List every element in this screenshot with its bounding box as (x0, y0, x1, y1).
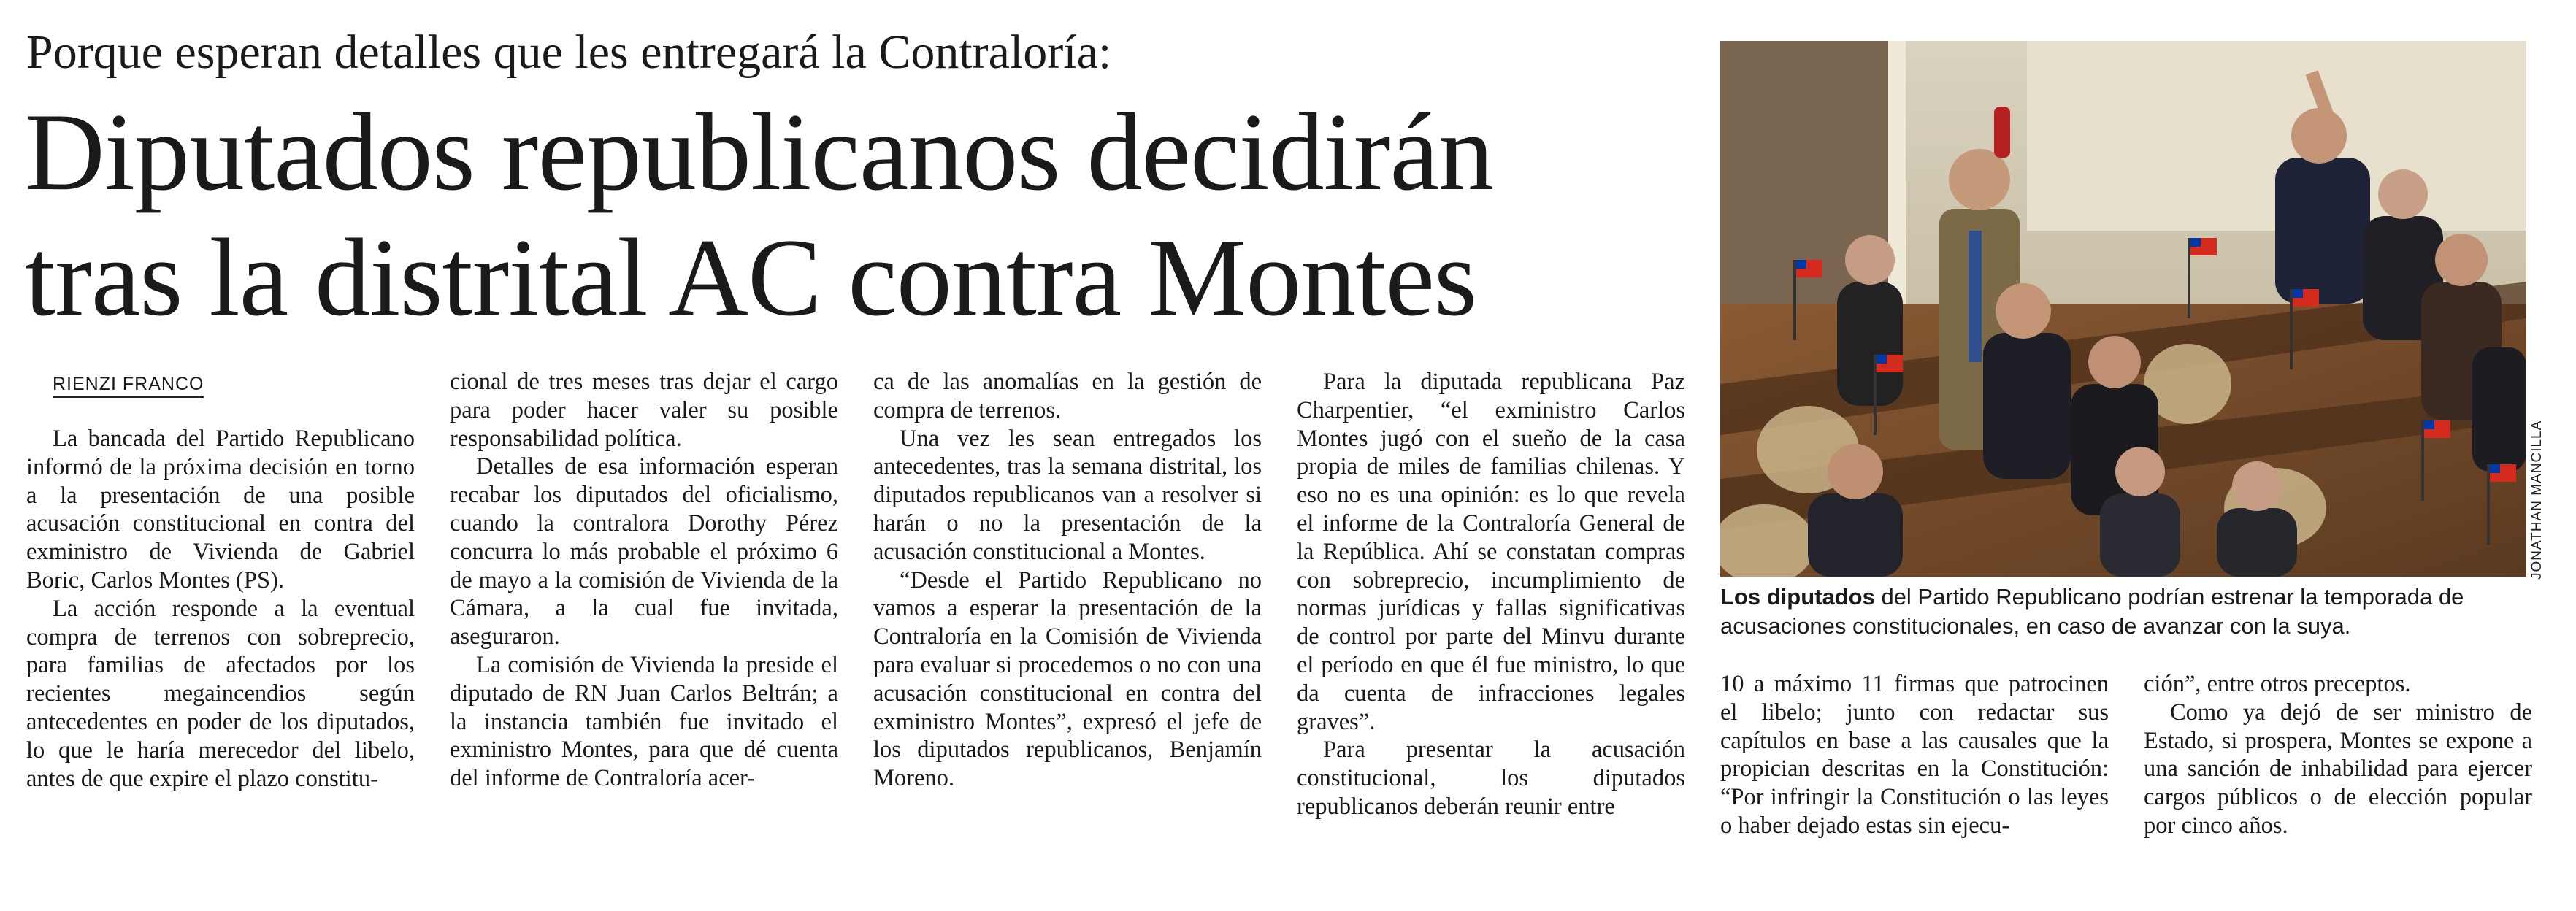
chamber-photo-illustration (1720, 41, 2526, 577)
caption-text: del Partido Republicano podrían estrenar la temporada de acusaciones constitucionales, en caso de avanzar con la suya. (1720, 584, 2464, 639)
body-paragraph: La bancada del Partido Republicano informó de la próxima decisión en torno a la presentación de una posible acusación constitucional en contra del exministro de Vivienda de Gabriel Boric, Carlos Montes (PS). (26, 426, 415, 593)
body-paragraph: Detalles de esa información esperan recabar los diputados del oficialismo, cuando la contralora Dorothy Pérez concurra lo más probable el próximo 6 de mayo a la comisión de Vivienda de la Cámara, a la cual fue invitada, aseguraron. (450, 453, 838, 650)
body-paragraph: cional de tres meses tras dejar el cargo para poder hacer valer su posible responsabilidad política. (450, 369, 838, 452)
body-column-6 (2144, 670, 2532, 840)
body-column-1 (26, 425, 415, 793)
chamber-photo (1720, 41, 2526, 577)
body-column-5 (1720, 670, 2109, 840)
byline: RIENZI FRANCO (53, 374, 204, 398)
body-column-4 (1297, 368, 1685, 821)
photo-caption (1720, 583, 2531, 641)
body-paragraph: Para la diputada republicana Paz Charpentier, “el exministro Carlos Montes jugó con el sueño de la casa propia de miles de familias chilenas. Y eso no es una opinión: es lo que revela el informe de la Contraloría General de la República. Ahí se constatan compras con sobreprecio, incumplimiento de normas jurídicas y fallas significativas de control por parte del Minvu durante el período en que él fue ministro, lo que da cuenta de infracciones legales graves”. (1297, 369, 1685, 735)
article-headline (25, 89, 1493, 340)
body-paragraph: ción”, entre otros preceptos. (2144, 671, 2411, 697)
photo-credit-text: JONATHAN MANCILLA (2529, 420, 2545, 580)
body-paragraph: La acción responde a la eventual compra de terrenos con sobreprecio, para familias de afectados por los recientes megaincendios según antecedentes en poder de los diputados, lo que le haría merecedor del libelo, antes de que expire el plazo constitu- (26, 595, 415, 792)
body-paragraph: 10 a máximo 11 firmas que patrocinen el libelo; junto con redactar sus capítulos en base a las causales que la propician descritas en la Constitución: “Por infringir la Constitución o las leyes o haber dejado estas sin ejecu- (1720, 671, 2109, 839)
article-kicker: Porque esperan detalles que les entregará la Contraloría: (26, 26, 1112, 79)
body-column-3 (873, 368, 1262, 793)
body-column-2 (450, 368, 838, 793)
body-paragraph: ca de las anomalías en la gestión de compra de terrenos. (873, 369, 1262, 423)
headline-line-1: Diputados republicanos decidirán (25, 91, 1493, 213)
caption-lead: Los diputados (1720, 584, 1875, 610)
body-paragraph: La comisión de Vivienda la preside el diputado de RN Juan Carlos Beltrán; a la instancia también fue invitado el exministro Montes, para que dé cuenta del informe de Contraloría acer- (450, 651, 838, 792)
body-paragraph: Como ya dejó de ser ministro de Estado, si prospera, Montes se expone a una sanción de inhabilidad para ejercer cargos públicos o de elección popular por cinco años. (2144, 699, 2532, 839)
body-paragraph: “Desde el Partido Republicano no vamos a esperar la presentación de la Contraloría en la Comisión de Vivienda para evaluar si procedemos o no con una acusación constitucional en contra del exministro Montes”, expresó el jefe de los diputados republicanos, Benjamín Moreno. (873, 566, 1262, 792)
body-paragraph: Para presentar la acusación constitucional, los diputados republicanos deberán reunir entre (1297, 737, 1685, 820)
body-paragraph: Una vez les sean entregados los antecedentes, tras la semana distrital, los diputados republicanos van a resolver si harán o no la presentación de la acusación constitucional a Montes. (873, 425, 1262, 565)
headline-line-2: tras la distrital AC contra Montes (25, 216, 1477, 339)
